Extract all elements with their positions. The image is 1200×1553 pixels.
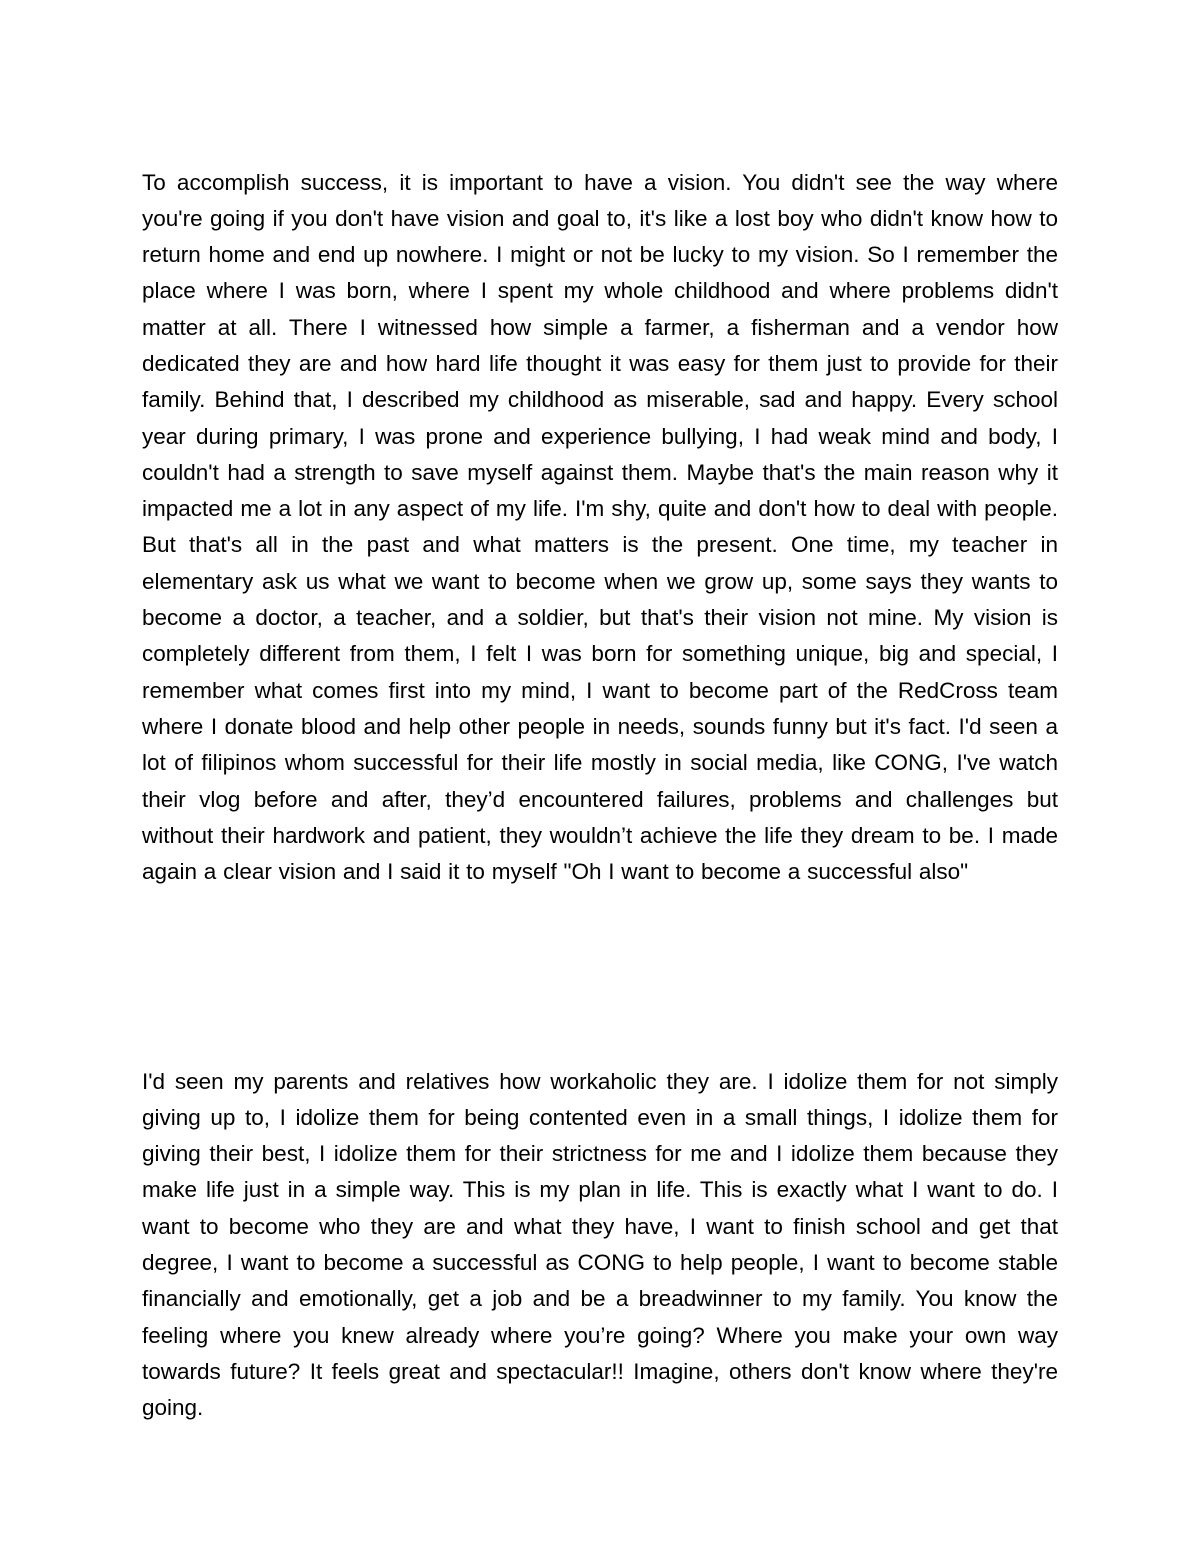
paragraph-2: I'd seen my parents and relatives how workaholic they are. I idolize them for not simply giving up to, I idolize them for being contented even in a small things, I idolize them for giving their best, I idolize them for their strictness for me and I idolize them because they make life just in a simple way. This is my plan in life. This is exactly what I want to do. I want to become who they are and what they have, I want to finish school and get that degree, I want to become a successful as CONG to help people, I want to become stable financially and emotionally, get a job and be a breadwinner to my family. You know the feeling where you knew already where you’re going? Where you make your own way towards future? It feels great and spectacular!! Imagine, others don't know where they're going. [142, 1068, 1058, 1421]
paragraph-1: To accomplish success, it is important to have a vision. You didn't see the way where you're going if you don't have vision and goal to, it's like a lost boy who didn't know how to return home and end up nowhere. I might or not be lucky to my vision. So I remember the place where I was born, where I spent my whole childhood and where problems didn't matter at all. There I witnessed how simple a farmer, a fisherman and a vendor how dedicated they are and how hard life thought it was easy for them just to provide for their family. Behind that, I described my childhood as miserable, sad and happy. Every school year during primary, I was prone and experience bullying, I had weak mind and body, I couldn't had a strength to save myself against them. Maybe that's the main reason why it impacted me a lot in any aspect of my life. I'm shy, quite and don't how to deal with people. But that's all in the past and what matters is the present. One time, my teacher in elementary ask us what we want to become when we grow up, some says they wants to become a doctor, a teacher, and a soldier, but that's their vision not mine. My vision is completely different from them, I felt I was born for something unique, big and special, I remember what comes first into my mind, I want to become part of the RedCross team where I donate blood and help other people in needs, sounds funny but it's fact. I'd seen a lot of filipinos whom successful for their life mostly in social media, like CONG, I've watch their vlog before and after, they’d encountered failures, problems and challenges but without their hardwork and patient, they wouldn’t achieve the life they dream to be. I made again a clear vision and I said it to myself "Oh I want to become a successful also" [142, 169, 1058, 885]
